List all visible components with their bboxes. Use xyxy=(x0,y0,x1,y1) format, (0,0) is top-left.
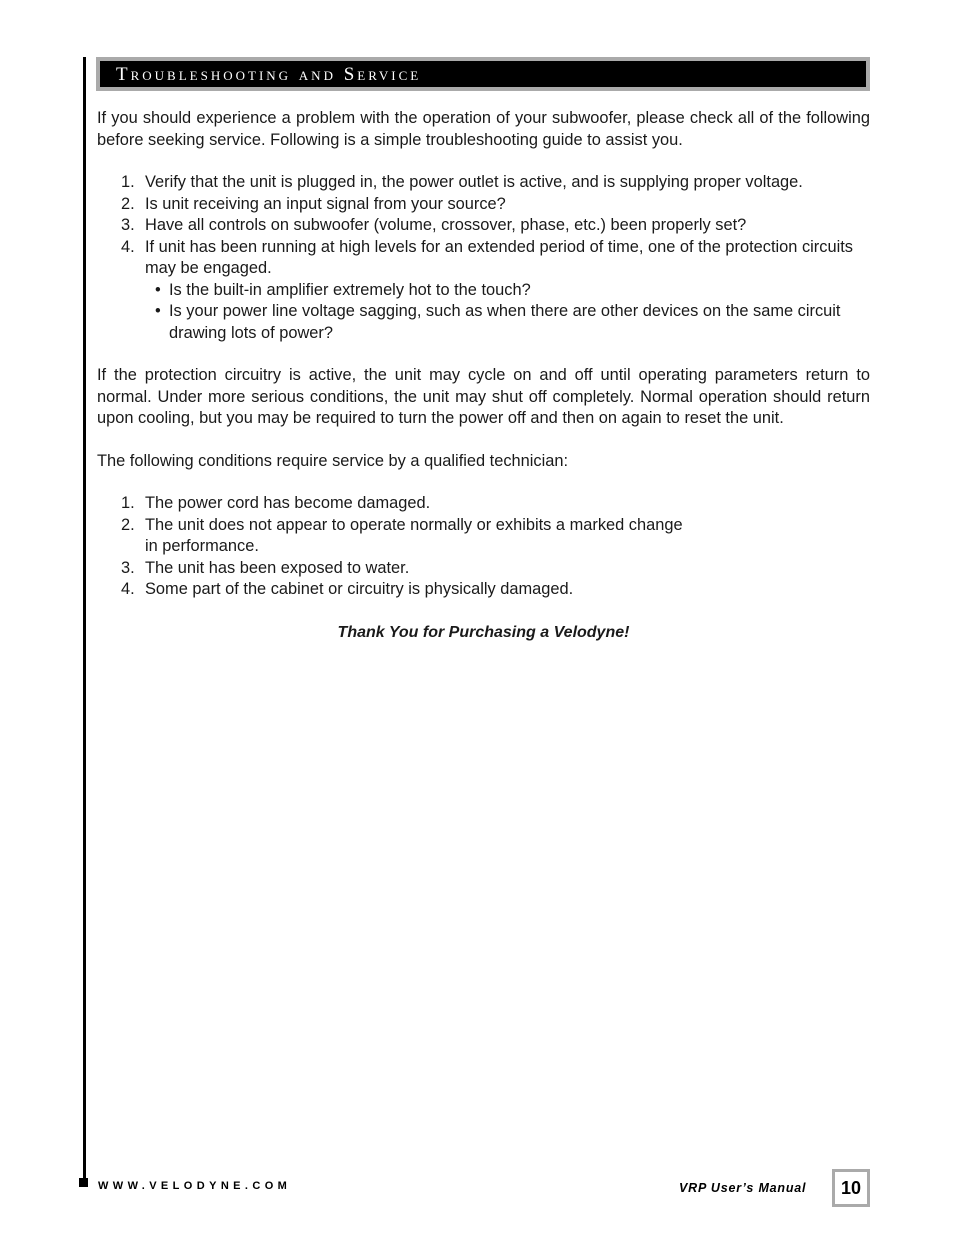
list-item-text: If unit has been running at high levels for an extended period of time, one of the protection circuits may be engaged. xyxy=(145,237,853,277)
page-content xyxy=(97,108,870,643)
service-item xyxy=(97,558,870,580)
spacer xyxy=(97,344,870,365)
footer-manual-title: VRP User’s Manual xyxy=(679,1181,807,1195)
list-item-text: The power cord has become damaged. xyxy=(145,494,431,512)
list-number: 2. xyxy=(121,515,135,534)
protection-paragraph: If the protection circuitry is active, the unit may cycle on and off until operating parameters return to normal. Under more serious conditions, the unit may shut off completely. Normal operation should return upon cooling, but you may be required to turn the power off and then on again to reset the unit. xyxy=(97,366,870,427)
list-number: 1. xyxy=(121,494,135,512)
list-item-text: Some part of the cabinet or circuitry is physically damaged. xyxy=(145,580,574,598)
service-item xyxy=(97,493,870,515)
list-item-text: The unit has been exposed to water. xyxy=(145,558,410,577)
checklist-item xyxy=(97,237,870,345)
service-item xyxy=(97,515,870,558)
service-intro: The following conditions require service by a qualified technician: xyxy=(97,451,569,470)
bullet-item xyxy=(145,280,870,302)
list-number: 2. xyxy=(121,194,135,213)
checklist-bullets xyxy=(145,280,870,345)
bullet-text: Is your power line voltage sagging, such as when there are other devices on the same circuit drawing lots of power? xyxy=(169,302,841,342)
bullet-mark: • xyxy=(155,302,161,320)
list-number: 1. xyxy=(121,173,135,191)
spacer xyxy=(97,601,870,622)
list-number: 4. xyxy=(121,580,135,598)
checklist-item xyxy=(97,194,870,216)
service-list xyxy=(97,493,870,601)
list-number: 4. xyxy=(121,237,135,256)
bullet-mark: • xyxy=(155,280,161,299)
intro-paragraph: If you should experience a problem with the operation of your subwoofer, please check all of the following before seeking service. Following is a simple troubleshooting guide to assist you. xyxy=(97,109,870,149)
bullet-item xyxy=(145,301,870,344)
list-item-text: The unit does not appear to operate normally or exhibits a marked change in performance. xyxy=(145,515,683,555)
spacer xyxy=(97,472,870,493)
list-item-text: Have all controls on subwoofer (volume, crossover, phase, etc.) been properly set? xyxy=(145,216,747,234)
left-margin-rule-cap xyxy=(79,1178,88,1187)
section-title: Troubleshooting and Service xyxy=(116,63,422,85)
thank-you-note: Thank You for Purchasing a Velodyne! xyxy=(337,623,630,641)
checklist-item xyxy=(97,172,870,194)
bullet-text: Is the built-in amplifier extremely hot to the touch? xyxy=(169,280,531,299)
spacer xyxy=(97,151,870,172)
checklist xyxy=(97,172,870,344)
footer-website: WWW.VELODYNE.COM xyxy=(98,1180,292,1192)
spacer xyxy=(97,430,870,451)
list-number: 3. xyxy=(121,558,135,577)
list-item-text: Is unit receiving an input signal from your source? xyxy=(145,194,506,213)
page-number: 10 xyxy=(835,1172,867,1204)
page-number-box xyxy=(832,1169,870,1207)
section-title-bar xyxy=(96,57,870,91)
list-item-text: Verify that the unit is plugged in, the power outlet is active, and is supplying proper voltage. xyxy=(145,173,803,191)
service-item xyxy=(97,579,870,601)
section-title-inner xyxy=(100,61,866,87)
left-margin-rule xyxy=(83,57,86,1185)
list-number: 3. xyxy=(121,216,135,234)
checklist-item xyxy=(97,215,870,237)
